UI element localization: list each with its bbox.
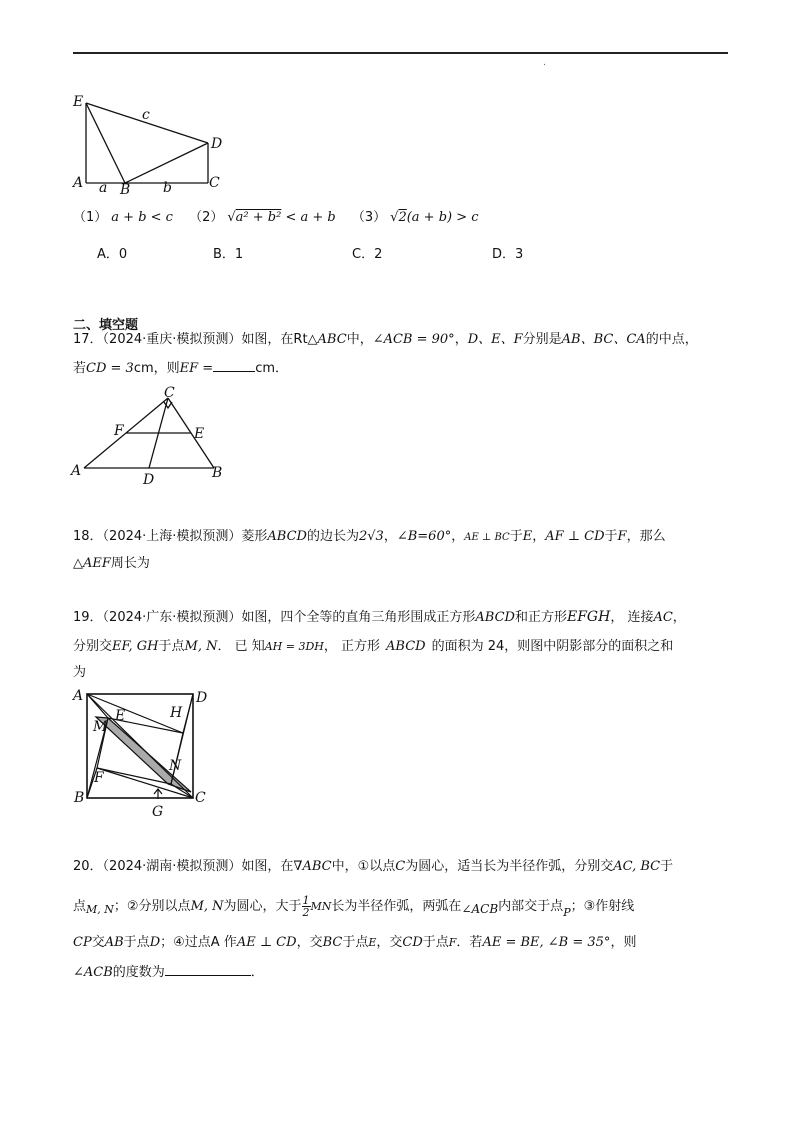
q18-line-2: △AEF周长为: [73, 556, 150, 571]
fig17-label-D: D: [143, 472, 155, 488]
fig19-label-E: E: [115, 708, 126, 724]
fig19-label-B: B: [74, 790, 85, 806]
option-a: A．0: [97, 247, 128, 262]
q19-line-1: 19．（2024·广东·模拟预测）如图，四个全等的直角三角形围成正方形ABCD和正方形EFGH， 连接AC，: [73, 609, 686, 625]
q17-answer-blank[interactable]: [213, 359, 255, 372]
fig17-label-C: C: [164, 385, 175, 401]
fig17-label-A: A: [71, 463, 82, 479]
fig16-label-C: C: [209, 175, 220, 191]
fig17-label-E: E: [194, 426, 205, 442]
fig16-label-B: B: [120, 182, 131, 198]
fig19-label-D: D: [196, 690, 208, 706]
option-d: D．3: [492, 247, 524, 262]
fig19-label-F: F: [94, 770, 104, 786]
fig16-label-A: A: [73, 175, 84, 191]
fig16-label-c: c: [142, 107, 150, 123]
fig19-label-A: A: [73, 688, 84, 704]
header-mark: .: [543, 58, 546, 68]
q20-line-3: CP交AB于点D；④过点A 作AE ⊥ CD，交BC于点E，交CD于点F．若AE = BE, ∠B = 35°，则: [73, 935, 637, 950]
fig19-label-C: C: [195, 790, 206, 806]
figure-16: [70, 92, 230, 197]
q20-line-4: ∠ACB的度数为 ．: [73, 965, 264, 980]
fig19-label-N: N: [169, 758, 182, 774]
q16-statements: （1） a + b < c （2） √a² + b² < a + b （3） √2(a + b) > c: [73, 210, 479, 225]
q20-answer-blank[interactable]: [165, 963, 251, 976]
fraction-one-half: $\frac{1}{2}$: [302, 894, 310, 919]
option-b: B．1: [213, 247, 244, 262]
fig19-label-G: G: [152, 804, 164, 820]
header-rule: [73, 52, 728, 54]
q20-line-1: 20．（2024·湖南·模拟预测）如图，在∇ABC中，①以点C为圆心，适当长为半径作弧，分别交AC, BC于: [73, 859, 674, 874]
fig16-label-E: E: [73, 94, 84, 110]
q17-line-2: 若CD = 3cm，则EF = cm．: [73, 361, 288, 376]
figure-19: [70, 686, 220, 824]
option-c: C．2: [352, 247, 383, 262]
q18-line-1: 18．（2024·上海·模拟预测）菱形ABCD的边长为2√3，∠B=60°，AE ⊥ BC于E，AF ⊥ CD于F，那么: [73, 529, 666, 544]
fig17-label-F: F: [114, 423, 124, 439]
q19-line-2: 分别交EF, GH于点M, N． 已 知AH = 3DH， 正方形 ABCD 的面积为 24，则图中阴影部分的面积之和: [73, 639, 674, 654]
q17-line-1: 17．（2024·重庆·模拟预测）如图，在Rt△ABC中，∠ACB = 90°，D、E、F分别是AB、BC、CA的中点，: [73, 332, 698, 347]
fig16-label-D: D: [211, 136, 223, 152]
section-title: 二、填空题: [73, 318, 139, 333]
fig19-label-H: H: [170, 705, 183, 721]
fig16-label-a: a: [99, 180, 108, 196]
fig17-label-B: B: [212, 465, 223, 481]
fig19-label-M: M: [93, 719, 108, 735]
q19-line-3: 为: [73, 665, 87, 680]
fig16-label-b: b: [163, 180, 172, 196]
q20-line-2: 点$_{M, N}$；②分别以点M, N为圆心，大于 $\frac{1}{2}$ MN长为半径作弧，两弧在∠ACB内部交于点$_P$；③作射线: [73, 894, 635, 919]
figure-17: [68, 383, 238, 488]
